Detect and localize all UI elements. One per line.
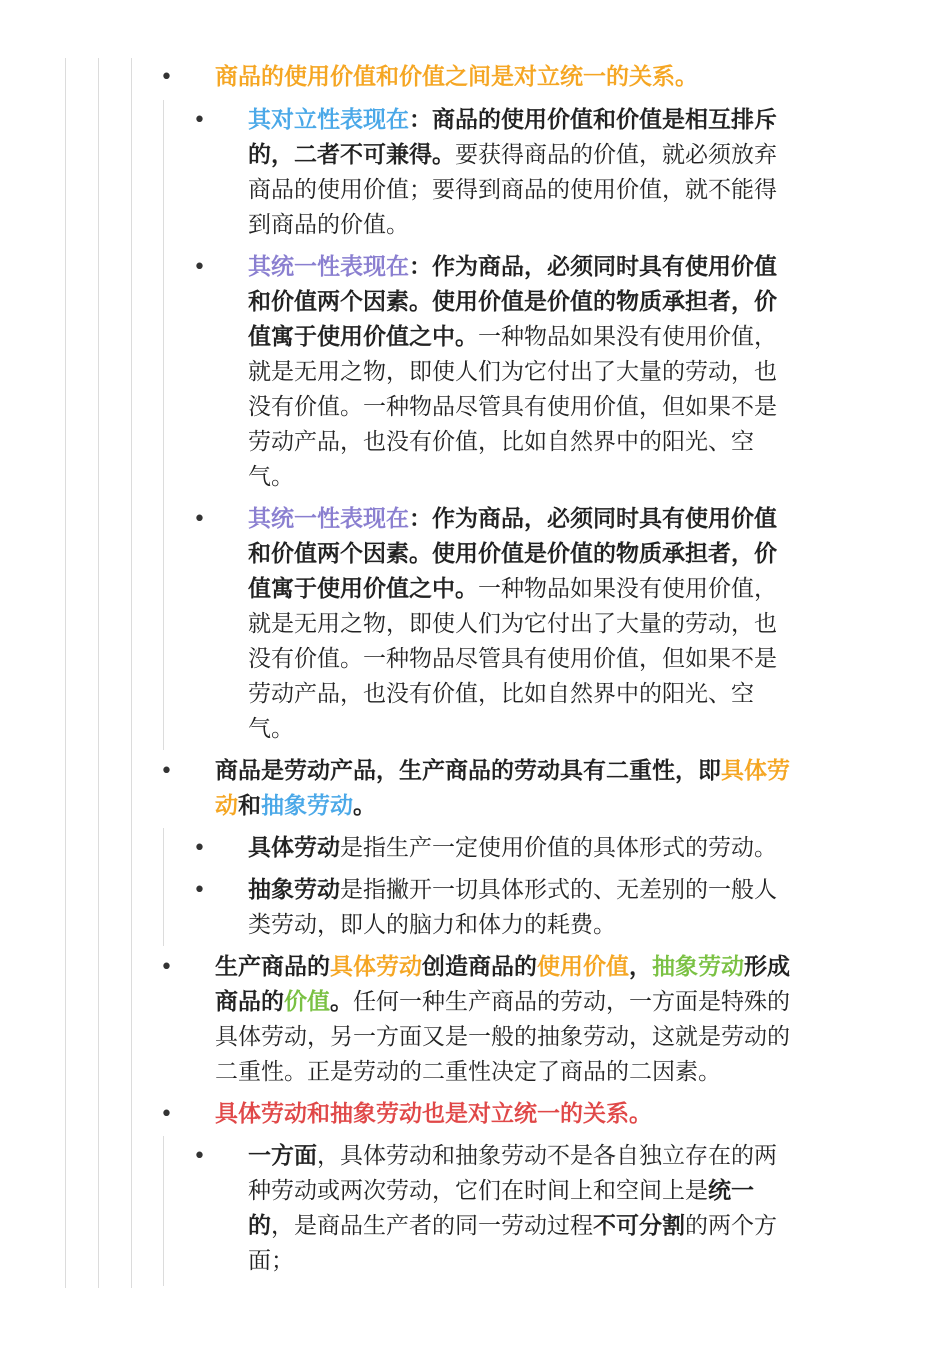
list-item <box>248 831 793 866</box>
bullet-icon: • <box>160 65 173 90</box>
text-bold: 创造商品的 <box>422 954 537 980</box>
text-normal: 一种物品如果没有使用价值，就是无用之物，即使人们为它付出了大量的劳动，也没有价值。一种物品尽管具有使用价值，但如果不是劳动产品，也没有价值，比如自然界中的阳光、空气。 <box>248 324 777 490</box>
bullet-icon: • <box>160 1102 173 1127</box>
text-bold: ：商品的使用价值和价值是相互排斥的，二者不可兼得。 <box>248 107 777 168</box>
bullet-icon: • <box>160 955 173 980</box>
text-bold: 一方面 <box>248 1143 317 1169</box>
bullet-icon: • <box>193 108 206 133</box>
text-bold: 。 <box>353 793 376 819</box>
text-normal: 一种物品如果没有使用价值，就是无用之物，即使人们为它付出了大量的劳动，也没有价值。一种物品尽管具有使用价值，但如果不是劳动产品，也没有价值，比如自然界中的阳光、空气。 <box>248 576 777 742</box>
text-normal: ，是商品生产者的同一劳动过程 <box>271 1213 593 1239</box>
text-highlight: 其对立性表现在 <box>248 107 409 133</box>
text-bold: ：作为商品，必须同时具有使用价值和价值两个因素。使用价值是价值的物质承担者，价值寓于使用价值之中。 <box>248 254 777 350</box>
text-bold: 不可分割 <box>593 1213 685 1239</box>
text-normal: ，具体劳动和抽象劳动不是各自独立存在的两种劳动或两次劳动，它们在时间上和空间上是 <box>248 1143 777 1204</box>
bullet-icon: • <box>193 878 206 903</box>
indent-guide-3 <box>131 58 132 1288</box>
text-highlight: 其统一性表现在 <box>248 506 409 532</box>
indent-guide-sub-1 <box>163 100 164 750</box>
text-highlight: 使用价值 <box>537 954 629 980</box>
text-highlight: 具体劳动和抽象劳动也是对立统一的关系。 <box>215 1101 652 1127</box>
bullet-icon: • <box>193 507 206 532</box>
text-bold: 和 <box>238 793 261 819</box>
list-item <box>215 60 805 95</box>
text-bold: ：作为商品，必须同时具有使用价值和价值两个因素。使用价值是价值的物质承担者，价值寓于使用价值之中。 <box>248 506 777 602</box>
text-normal: 任何一种生产商品的劳动，一方面是特殊的具体劳动，另一方面又是一般的抽象劳动，这就是劳动的二重性。正是劳动的二重性决定了商品的二因素。 <box>215 989 790 1085</box>
text-highlight: 商品的使用价值和价值之间是对立统一的关系。 <box>215 64 698 90</box>
text-normal: 是指生产一定使用价值的具体形式的劳动。 <box>340 835 777 861</box>
list-item <box>248 873 793 943</box>
bullet-icon: • <box>193 836 206 861</box>
text-bold: 统一的 <box>248 1178 754 1239</box>
list-item <box>248 250 793 495</box>
text-highlight: 抽象劳动 <box>652 954 744 980</box>
list-item <box>248 1139 793 1279</box>
text-bold: ， <box>629 954 652 980</box>
text-highlight: 具体劳动 <box>215 758 790 819</box>
text-bold: 具体劳动 <box>248 835 340 861</box>
text-highlight: 具体劳动 <box>330 954 422 980</box>
indent-guide-sub-2 <box>163 828 164 946</box>
bullet-icon: • <box>193 255 206 280</box>
text-normal: 要获得商品的价值，就必须放弃商品的使用价值；要得到商品的使用价值，就不能得到商品的价值。 <box>248 142 777 238</box>
bullet-icon: • <box>193 1144 206 1169</box>
text-normal: 是指撇开一切具体形式的、无差别的一般人类劳动，即人的脑力和体力的耗费。 <box>248 877 777 938</box>
indent-guide-2 <box>98 58 99 1288</box>
text-bold: 。 <box>330 989 353 1015</box>
list-item <box>215 950 805 1090</box>
bullet-icon: • <box>160 759 173 784</box>
list-item <box>215 1097 805 1132</box>
text-highlight: 其统一性表现在 <box>248 254 409 280</box>
text-bold: 商品是劳动产品，生产商品的劳动具有二重性，即 <box>215 758 721 784</box>
text-highlight: 价值 <box>284 989 330 1015</box>
indent-guide-1 <box>65 58 66 1288</box>
list-item <box>248 103 793 243</box>
text-highlight: 抽象劳动 <box>261 793 353 819</box>
list-item <box>215 754 805 824</box>
text-bold: 抽象劳动 <box>248 877 340 903</box>
text-bold: 生产商品的 <box>215 954 330 980</box>
list-item <box>248 502 793 747</box>
text-bold: 形成商品的 <box>215 954 790 1015</box>
text-normal: 的两个方面； <box>248 1213 777 1274</box>
indent-guide-sub-3 <box>163 1136 164 1286</box>
